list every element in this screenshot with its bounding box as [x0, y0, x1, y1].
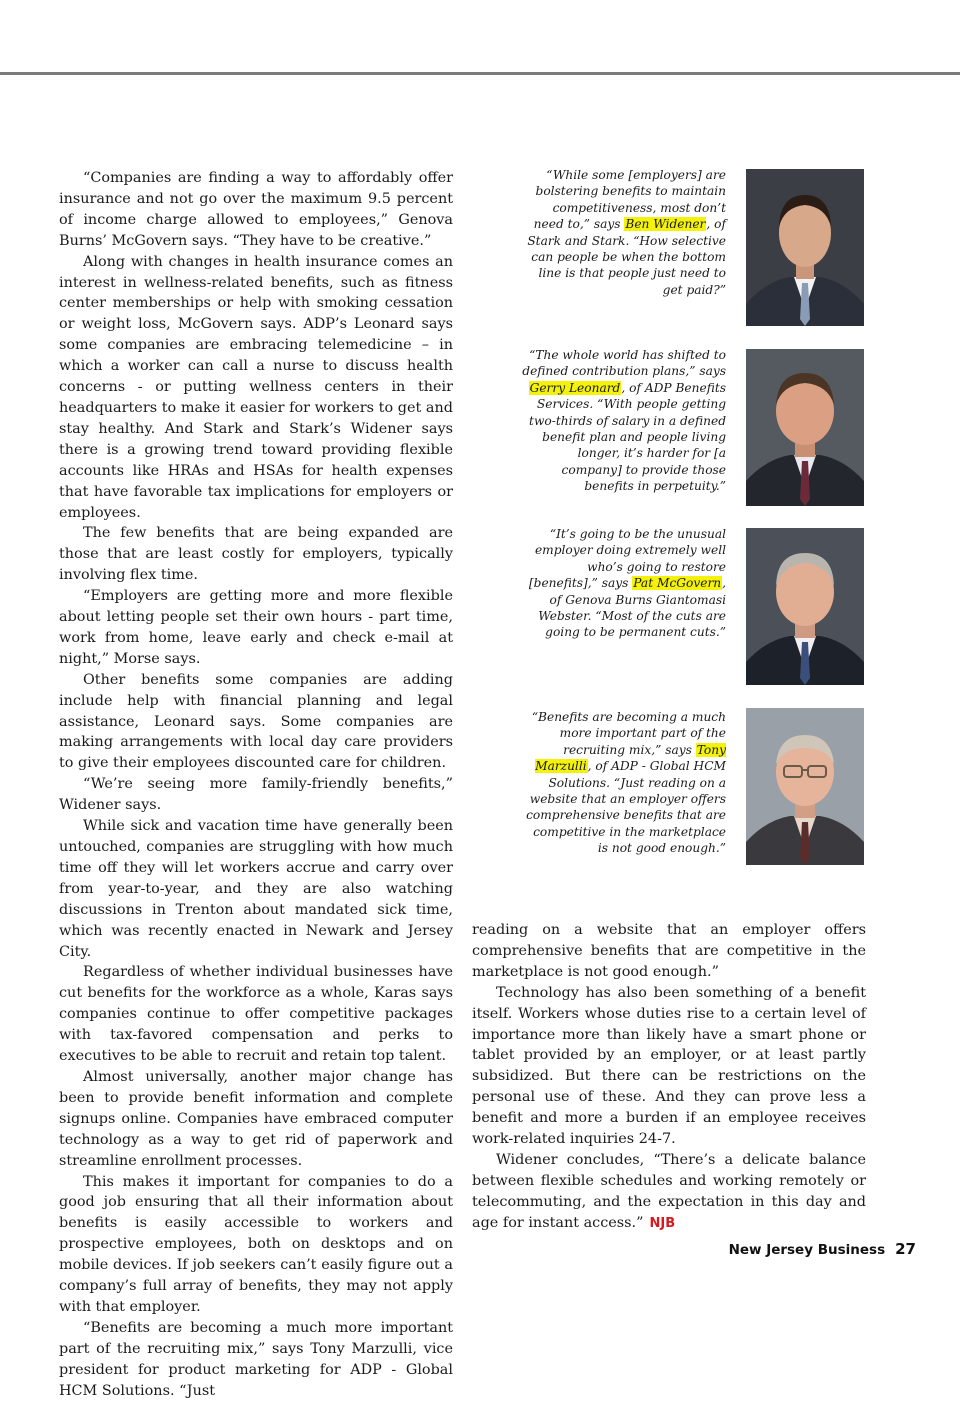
publication-name: New Jersey Business [728, 1242, 886, 1258]
article-text: Widener concludes, “There’s a delicate balance between flexible schedules and working remotely or telecommuting, and the expectation in this day and age for instant access.” [472, 1151, 866, 1231]
article-paragraph: The few benefits that are being expanded are those that are least costly for employers, typically involving flex time. [59, 525, 453, 584]
article-paragraph: Regardless of whether individual businesses have cut benefits for the workforce as a whole, Karas says companies continue to offer competitive packages with tax-favored compensation and perks to executives to be able to recruit and retain top talent. [59, 964, 453, 1065]
pull-quote-text: “Benefits are becoming a much more important part of the recruiting mix,” says [531, 710, 726, 757]
article-right-column [472, 920, 866, 1235]
article-paragraph: “Companies are finding a way to affordably offer insurance and not go over the maximum 9.5 percent of income charge allowed to employees,” Genova Burns’ McGovern says. “They have to be creative.” [59, 170, 453, 249]
portrait-photo-leonard [746, 349, 864, 506]
pull-quote-text: “The whole world has shifted to defined contribution plans,” says [522, 348, 726, 379]
page-footer [729, 1240, 916, 1258]
article-paragraph: Technology has also been something of a benefit itself. Workers whose duties rise to a certain level of importance more than likely have a smart phone or tablet provided by an employer, or at least partly subsidized. But there can be restrictions on the personal use of these. And they can prove less a benefit and more a burden if an employee receives work-related inquiries 24-7. [472, 984, 866, 1148]
article-paragraph: “We’re seeing more family-friendly benefits,” Widener says. [59, 776, 453, 814]
pull-quote-mcgovern [520, 526, 726, 641]
pull-quote-leonard [520, 347, 726, 495]
portrait-photo-marzulli [746, 708, 864, 865]
portrait-photo-icon [746, 349, 864, 506]
article-paragraph: “Employers are getting more and more flexible about letting people set their own hours - part time, work from home, leave early and check e-mail at night,” Morse says. [59, 588, 453, 667]
pull-quote-text: , of ADP Benefits Services. “With people getting two-thirds of salary in a defined benefit plan and people living longer, it’s harder for [a company] to provide those benefits in perpetuity.” [529, 380, 726, 494]
highlighted-name: Tony Marzulli [535, 742, 726, 774]
highlighted-name: Gerry Leonard [529, 380, 621, 395]
article-paragraph: Other benefits some companies are adding include help with financial planning and legal assistance, Leonard says. Some companies are making arrangements with local day care providers to give their employees discounted care for children. [59, 671, 453, 772]
pull-quote-marzulli [520, 709, 726, 857]
top-rule [0, 72, 960, 75]
article-paragraph: While sick and vacation time have generally been untouched, companies are struggling with how much time off they will let workers accrue and carry over from year-to-year, and they are also watching discussions in Trenton about mandated sick time, which was recently enacted in Newark and Jersey City. [59, 818, 453, 960]
pull-quote-widener [520, 167, 726, 298]
portrait-photo-icon [746, 169, 864, 326]
portrait-photo-icon [746, 528, 864, 685]
article-paragraph: reading on a website that an employer offers comprehensive benefits that are competitive in the marketplace is not good enough.” [472, 922, 866, 980]
portrait-photo-icon [746, 708, 864, 865]
portrait-photo-widener [746, 169, 864, 326]
page-number: 27 [895, 1240, 916, 1258]
article-left-column [59, 168, 453, 1401]
article-paragraph: This makes it important for companies to do a good job ensuring that all their information about benefits is easily accessible to workers and prospective employees, both on desktops and on mobile devices. If job seekers can’t easily figure out a company’s full array of benefits, they may not apply with that employer. [59, 1173, 453, 1315]
pull-quote-text: , of Stark and Stark. “How selective can people be when the bottom line is that people just need to get paid?” [527, 217, 726, 297]
pull-quote-text: “While some [employers] are bolstering benefits to maintain competitiveness, most don’t need to,” says [533, 168, 726, 232]
article-paragraph: Almost universally, another major change has been to provide benefit information and complete signups online. Companies have embraced computer technology as a way to get rid of paperwork and streamline enrollment processes. [59, 1068, 453, 1169]
end-mark-njb: NJB [649, 1215, 676, 1231]
article-paragraph-final [472, 1150, 866, 1235]
pull-quote-text: “It’s going to be the unusual employer doing extremely well who’s going to restore [benefits],” says [528, 527, 726, 591]
pull-quote-text: , of ADP - Global HCM Solutions. “Just reading on a website that an employer offers comprehensive benefits that are competitive in the marketplace is not good enough.” [526, 759, 726, 856]
portrait-photo-mcgovern [746, 528, 864, 685]
highlighted-name: Ben Widener [625, 217, 706, 232]
pull-quote-text: , of Genova Burns Giantomasi Webster. “Most of the cuts are going to be permanent cuts.” [538, 576, 726, 640]
article-paragraph: Along with changes in health insurance comes an interest in wellness-related benefits, such as fitness center memberships or help with smoking cessation or weight loss, McGovern says. ADP’s Leonard says some companies are embracing telemedicine – in which a worker can call a nurse to discuss health concerns - or putting wellness centers in their headquarters to make it easier for workers to get and stay healthy. And Stark and Stark’s Widener says there is a growing trend toward providing flexible accounts like HRAs and HSAs for health expenses that have favorable tax implications for employers or employees. [59, 253, 453, 521]
article-paragraph: “Benefits are becoming a much more important part of the recruiting mix,” says Tony Marzulli, vice president for product marketing for ADP - Global HCM Solutions. “Just [59, 1319, 453, 1399]
highlighted-name: Pat McGovern [633, 576, 722, 591]
